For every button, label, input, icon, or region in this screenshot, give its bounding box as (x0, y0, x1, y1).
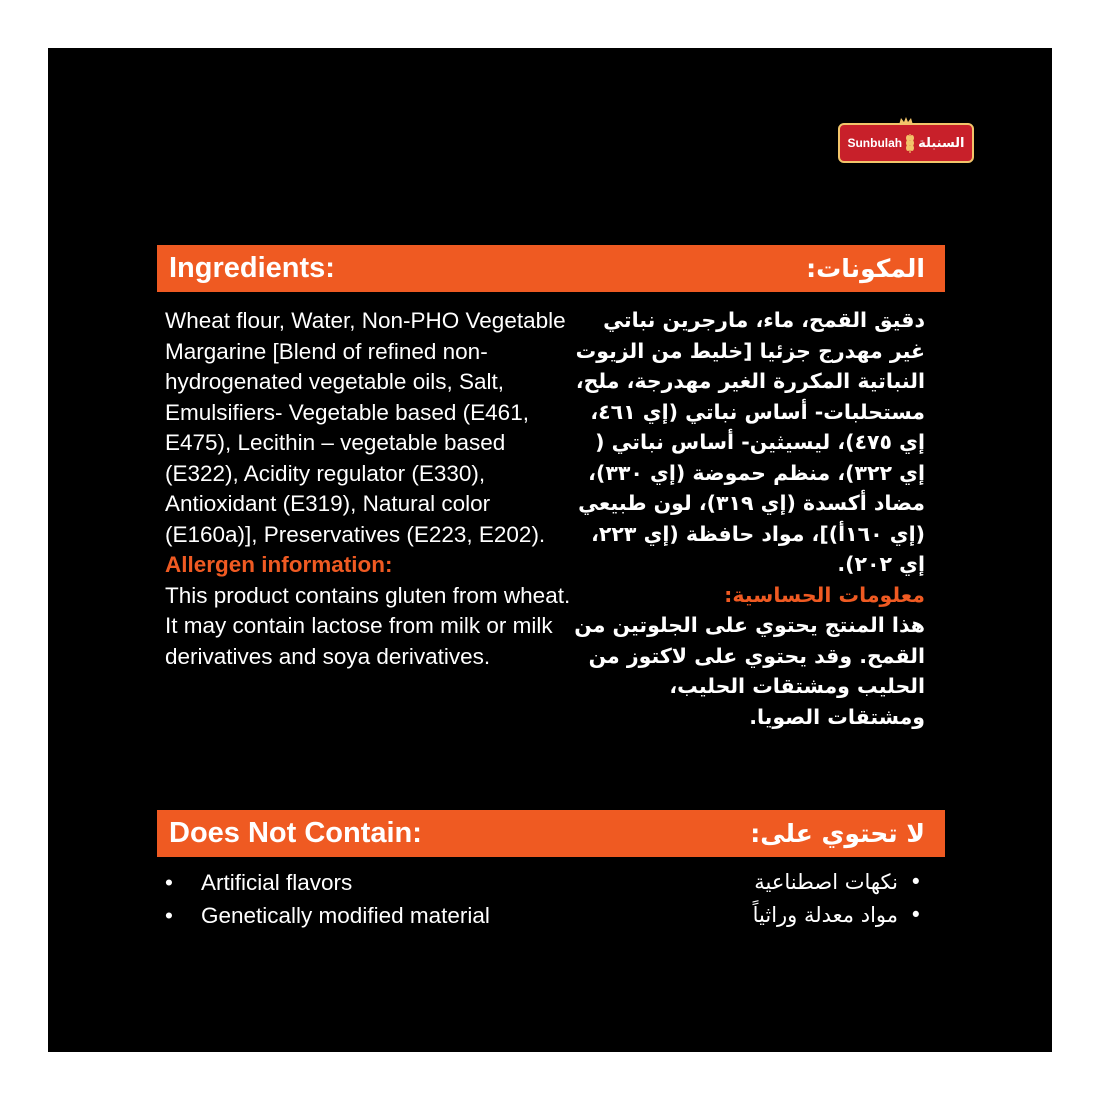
list-item (165, 866, 490, 899)
list-item (165, 899, 490, 932)
list-item (753, 899, 922, 932)
does-not-contain-title-ar: لا تحتوي على: (750, 819, 925, 848)
brand-name-en: Sunbulah (847, 136, 903, 150)
allergen-title-en: Allergen information: (165, 552, 393, 577)
does-not-contain-header-bar (157, 810, 945, 857)
list-item-label: نكهات اصطناعية (754, 870, 898, 894)
bullet-icon: • (165, 903, 173, 928)
does-not-contain-list-en (165, 866, 490, 932)
ingredients-header-bar (157, 245, 945, 292)
bullet-icon: • (909, 870, 922, 894)
allergen-text-en: This product contains gluten from wheat. It may contain lactose from milk or milk derivatives and soya derivatives. (165, 582, 571, 669)
brand-logo (838, 123, 974, 163)
allergen-text-ar: هذا المنتج يحتوي على الجلوتين من القمح. وقد يحتوي على لاكتوز من الحليب ومشتقات الحليب، ومشتقات الصويا. (574, 613, 925, 729)
bullet-icon: • (165, 870, 173, 895)
ingredients-column-en (165, 306, 580, 672)
ingredients-column-ar (565, 305, 925, 732)
does-not-contain-title-en: Does Not Contain: (169, 817, 422, 849)
list-item-label: مواد معدلة وراثياً (752, 903, 898, 927)
ingredients-title-ar: المكونات: (806, 254, 925, 283)
ingredients-text-ar: دقيق القمح، ماء، مارجرين نباتي غير مهدرج جزئيا [خليط من الزيوت النباتية المكررة الغير مهدرجة، ملح، مستحلبات- أساس نباتي (إي ٤٦١، إي ٤٧٥)، ليسيثين- أساس نباتي ( إي ٣٢٢)، منظم حموضة (إي ٣٣٠)، مضاد أكسدة (إي ٣١٩)، لون طبيعي (إي ١٦٠أ)]، مواد حافظة (إي ٢٢٣، إي ٢٠٢). (575, 308, 925, 576)
brand-name-ar: السنبلة (918, 135, 965, 151)
list-item-label: Genetically modified material (201, 903, 490, 928)
list-item-label: Artificial flavors (201, 870, 353, 895)
ingredients-text-en: Wheat flour, Water, Non-PHO Vegetable Margarine [Blend of refined non-hydrogenated vegetable oils, Salt, Emulsifiers- Vegetable based (E461, E475), Lecithin – vegetable based (E322), Acidity regulator (E330), Antioxidant (E319), Natural color (E160a)], Preservatives (E223, E202). (165, 308, 566, 547)
bullet-icon: • (909, 903, 922, 927)
allergen-title-ar: معلومات الحساسية: (724, 582, 925, 607)
does-not-contain-list-ar (753, 866, 922, 932)
wheat-icon (905, 132, 915, 154)
list-item (753, 866, 922, 899)
ingredients-title-en: Ingredients: (169, 252, 335, 284)
